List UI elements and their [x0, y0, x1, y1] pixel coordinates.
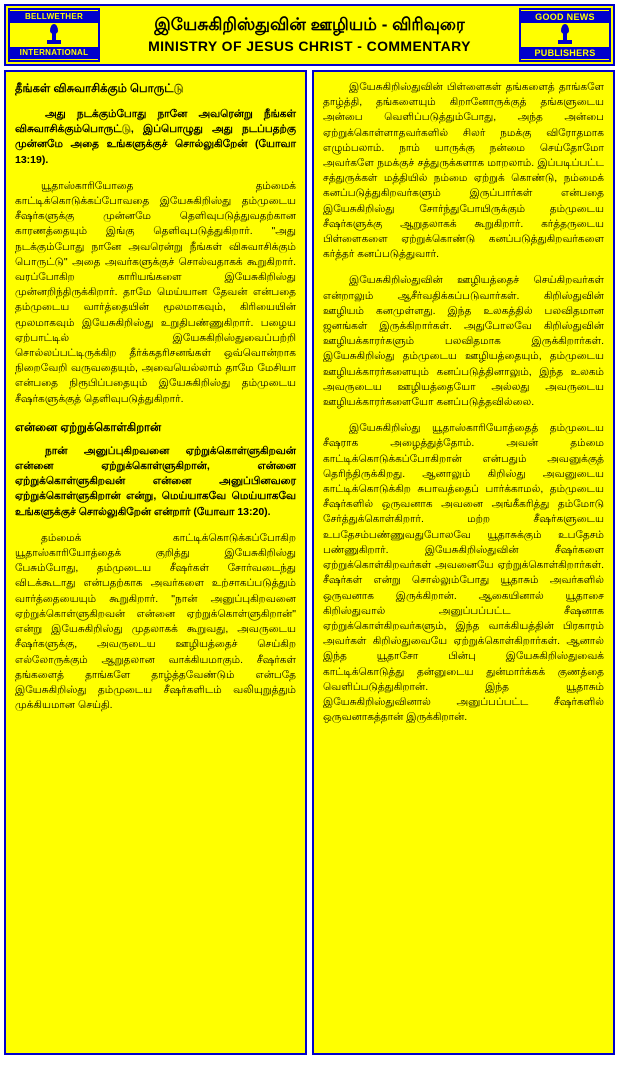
left-column: [4, 70, 307, 1055]
commentary-paragraph-2: தம்மைக் காட்டிக்கொடுக்கப்போகிற யூதாஸ்காரியோத்தைக் குறித்து இயேசுகிறிஸ்து பேசும்போது, தம்முடைய சீஷர்கள் சோர்வடைந்து விடக்கூடாது என்பதற்காக அவர்களை உற்சாகப்படுத்தும் வார்த்தையையும் கூறுகிறார். "நான் அனுப்புகிறவனை ஏற்றுக்கொள்ளுகிறவன் என்னை ஏற்றுக்கொள்ளுகிறான்" என்று இயேசுகிறிஸ்து முதலாகக் கூறுவது, அவருடைய சீஷர்களுக்கு, அவருடைய ஊழியத்தைச் செய்கிற எல்லோருக்கும் ஆறுதலான வாக்கியமாகும். சீஷர்கள் தங்களைத் தாங்களே தாழ்த்தவேண்டும் என்பதே இயேசுகிறிஸ்து தம்முடைய சீஷர்களிடம் வலியுறுத்தும் முக்கியமான செய்தி.: [15, 531, 296, 712]
commentary-paragraph-5: இயேசுகிறிஸ்து யூதாஸ்காரியோத்தைத் தம்முடைய சீஷராக அழைத்துத்தோம். அவன் தம்மை காட்டிக்கொடுக்கப்போகிறான் என்பதும் அவனுக்குத் தெரிந்திருக்கிறது. ஆனாலும் கிறிஸ்து அவனுடைய காட்டிக்கொடுக்கிற சுபாவத்தைப் பார்க்காமல், தம்முடைய சீஷர்களில் ஒருவனாக அவனை அங்கீகரித்து தம்மோடு சேர்த்துக்கொள்கிறார். மற்ற சீஷர்களுடைய உபதேசம்பண்ணுவதுபோலவே யூதாசுக்கும் உபதேசம் பண்ணுகிறார். இயேசுகிறிஸ்துவின் சீஷர்களை ஏற்றுக்கொள்கிறவர்கள் அவனையே ஏற்றுக்கொள்கிறார்கள். சீஷர்கள் என்று சொல்லும்போது யூதாசும் அவர்களில் ஒருவனாக இருக்கிறான். ஆகையினால் யூதாசை கிறிஸ்துவால் அனுப்பப்பட்ட சீஷனாக ஏற்றுக்கொள்கிறவர்களும், இந்த வாக்கியத்தின் பிரகாரம் அவர்கள் கிறிஸ்துவையே ஏற்றுக்கொள்கிறார்கள். ஆனால் இந்த யூதாசோ பின்பு இயேசுகிறிஸ்துவைக் காட்டிக்கொடுத்து தன்னுடைய துன்மார்க்கக் குணத்தை வெளிப்படுத்துகிறான். இந்த யூதாசும் இயேசுகிறிஸ்துவினால் அனுப்பப்பட்ட சீஷர்களில் ஒருவனாகத்தான் இருக்கிறான்.: [323, 422, 604, 724]
commentary-paragraph-4: இயேசுகிறிஸ்துவின் ஊழியத்தைச் செய்கிறவர்கள் என்றாலும் ஆசீர்வதிக்கப்படுவார்கள். கிறிஸ்துவின் ஊழியம் கனமுள்ளது. இந்த உலகத்தில் பலவிதமான ஜனங்கள் இருக்கிறார்கள். அதுபோலவே கிறிஸ்துவின் ஊழியக்காரர்களும் பலவிதமாக இருக்கிறார்கள். இயேசுகிறிஸ்து தம்முடைய ஊழியத்தையும், தம்முடைய ஊழியக்காரர்களையும் கனப்படுத்தினாலும், இந்த உலகம் அவருடைய ஊழியத்தையோ அல்லது அவருடைய ஊழியக்காரர்களையோ கனப்படுத்தவில்லை.: [323, 274, 604, 409]
right-column: [312, 70, 615, 1055]
scripture-verse-1320: நான் அனுப்புகிறவனை ஏற்றுக்கொள்ளுகிறவன் என்னை ஏற்றுக்கொள்ளுகிறான், என்னை ஏற்றுக்கொள்ளுகிறவன் என்னை அனுப்பினவரை ஏற்றுக்கொள்ளுகிறான் என்று, மெய்யாகவே மெய்யாகவே உங்களுக்குச் சொல்லுகிறேன் என்றார் (யோவா 13:20).: [15, 444, 296, 518]
commentary-paragraph-1: யூதாஸ்காரியோதை தம்மைக் காட்டிக்கொடுக்கப்போவதை இயேசுகிறிஸ்து தம்முடைய சீஷர்களுக்கு முன்னமே தெளிவுபடுத்துவதற்கான காரணத்தையும் இங்கு தெளிவுபடுத்துகிறார். "அது நடக்கும்போது நானே அவரென்று நீங்கள் விசுவாசிக்கும் பொருட்டு" அதை அவர்களுக்குச் சொல்வதாகக் கூறுகிறார். வரப்போகிற காரியங்களை இயேசுகிறிஸ்து முன்னறிந்திருக்கிறார். தாமே மெய்யான தேவன் என்பதை தம்முடைய வார்த்தையின் மூலமாகவும், கிரியையின் மூலமாகவும் இயேசுகிறிஸ்து உறுதிபண்ணுகிறார். பழைய ஏற்பாட்டில் இயேசுகிறிஸ்துவைப்பற்றி சொல்லப்பட்டிருக்கிற தீர்க்கதரிசனங்கள் ஒவ்வொன்றாக நிறைவேறி வருவதையும், அவையெல்லாம் தாமே மேசியா என்பதை நிரூபிப்பதையும் இயேசுகிறிஸ்து தம்முடைய சீஷர்களுக்குத் தெளிவுபடுத்துகிறார்.: [15, 179, 296, 405]
page-title-english: MINISTRY OF JESUS CHRIST - COMMENTARY: [148, 38, 471, 54]
bellwether-logo-line1: BELLWETHER: [10, 11, 98, 23]
bellwether-international-logo: [8, 8, 100, 62]
torch-icon: [10, 23, 98, 45]
good-news-publishers-logo: [519, 8, 611, 62]
article-body: [4, 70, 615, 1055]
section-heading-2: என்னை ஏற்றுக்கொள்கிறான்: [15, 421, 162, 434]
commentary-paragraph-3: இயேசுகிறிஸ்துவின் பிள்ளைகள் தங்களைத் தாங்களே தாழ்த்தி, தங்களையும் கிறானோருக்குத் தங்களுடைய அன்பை வெளிப்படுத்தும்போது, அந்த அன்பை ஏற்றுக்கொள்ளாதவர்களில் சிலர் நமக்கு விரோதமாக எழும்பலாம். நாம் யாருக்கு நன்மை செய்தோமோ அவர்களே நமக்குச் சத்துருக்களாக மாறலாம். இப்படிப்பட்ட சத்துருக்கள் மத்தியில் நம்மை ஏற்றுக் கொண்டு, நம்மைக் கனப்படுத்துகிறவர்களும் இருப்பார்கள் என்பதை இயேசுகிறிஸ்து சோர்ந்துபோயிருக்கும் தம்முடைய சீஷர்களுக்கு ஆறுதலாகக் கூறுகிறார். கர்த்தருடைய பிள்ளைகளை ஏற்றுக்கொண்டு கனப்படுத்துகிறவர்களை கர்த்தர் கனப்படுத்துவார்.: [323, 81, 604, 261]
page-header: [4, 4, 615, 66]
scripture-verse-1319: அது நடக்கும்போது நானே அவரென்று நீங்கள் விசுவாசிக்கும்பொருட்டு, இப்பொழுது அது நடப்பதற்கு முன்னமே அதை உங்களுக்குச் சொல்லுகிறேன் (யோவா 13:19).: [15, 108, 296, 166]
torch-icon: [521, 23, 609, 45]
section-heading-1: தீங்கள் விசுவாசிக்கும் பொருட்டு: [15, 83, 184, 95]
header-title-block: [102, 6, 517, 64]
good-news-logo-line1: GOOD NEWS: [521, 11, 609, 23]
page-title-tamil: இயேசுகிறிஸ்துவின் ஊழியம் - விரிவுரை: [154, 15, 465, 34]
good-news-logo-line2: PUBLISHERS: [521, 47, 609, 59]
bellwether-logo-line2: INTERNATIONAL: [10, 47, 98, 59]
